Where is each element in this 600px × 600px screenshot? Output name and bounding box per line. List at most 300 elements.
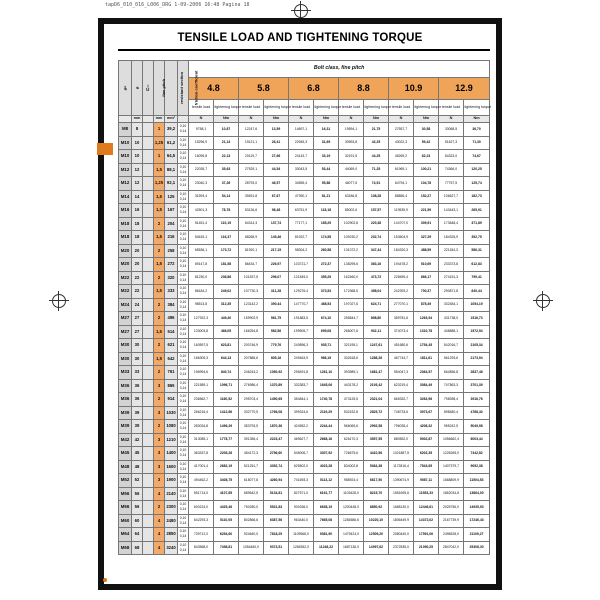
tensile-load-text: 2847042,0 <box>442 545 460 550</box>
tightening-torque-value <box>264 420 289 434</box>
tightening-torque-value <box>214 231 239 245</box>
tightening-torque-text: 11504,53 <box>469 477 484 482</box>
tensile-load-value <box>289 271 314 285</box>
diameter-value: 27 <box>132 325 143 339</box>
friction-value: 0,10 <box>179 178 187 183</box>
tightening-torque-value <box>364 460 389 474</box>
pitch-value: 3 <box>154 460 165 474</box>
pitch-value: 2 <box>154 366 165 380</box>
table-row <box>119 258 490 272</box>
tightening-torque-text: 17246,43 <box>469 518 484 523</box>
spacer-cell <box>143 501 154 515</box>
tensile-load-text: 20119,7 <box>244 153 257 158</box>
tightening-torque-value <box>314 298 339 312</box>
tightening-torque-text: 17591,06 <box>418 531 434 536</box>
tightening-torque-header: tightening torque <box>264 100 289 116</box>
tightening-torque-value <box>464 177 490 191</box>
tensile-load-value <box>189 474 214 488</box>
tightening-torque-text: 1740,78 <box>319 396 333 401</box>
tightening-torque-value <box>464 420 490 434</box>
tensile-load-value <box>239 379 264 393</box>
tightening-torque-text: 5364,38 <box>369 464 383 469</box>
tightening-torque-value <box>264 244 289 258</box>
table-row <box>119 474 490 488</box>
tensile-load-value <box>289 123 314 137</box>
tightening-torque-text: 62,23 <box>421 153 431 158</box>
tightening-torque-text: 25308,30 <box>469 545 484 550</box>
tensile-load-text: 399324,6 <box>293 410 309 415</box>
friction-values <box>178 406 189 420</box>
tightening-torque-value <box>314 150 339 164</box>
tightening-torque-value <box>364 177 389 191</box>
friction-value: 0,10 <box>179 380 187 385</box>
registration-mark-right <box>536 294 550 308</box>
spacer-cell <box>143 258 154 272</box>
tightening-torque-value <box>364 406 389 420</box>
tensile-load-text: 1021887,5 <box>392 450 410 455</box>
grade-header-12-9: 12.9 <box>439 78 490 100</box>
friction-values <box>178 487 189 501</box>
tightening-torque-value <box>264 339 289 353</box>
tightening-torque-text: 3408,75 <box>219 477 233 482</box>
pitch-value: 1,25 <box>154 177 165 191</box>
tightening-torque-value <box>314 487 339 501</box>
tightening-torque-text: 98,48 <box>271 207 281 212</box>
tensile-load-text: 102902,8 <box>343 221 359 226</box>
tensile-load-value <box>439 258 464 272</box>
tightening-torque-value <box>414 393 439 407</box>
spacer-cell <box>143 325 154 339</box>
tensile-load-value <box>189 528 214 542</box>
tensile-load-value <box>439 231 464 245</box>
tightening-torque-text: 2321,04 <box>369 396 383 401</box>
tightening-torque-value <box>314 393 339 407</box>
tightening-torque-text: 27,66 <box>271 153 281 158</box>
tightening-torque-value <box>364 204 389 218</box>
thread-size: M33 <box>119 366 132 380</box>
tightening-torque-value <box>314 541 339 555</box>
pitch-value: 3 <box>154 474 165 488</box>
tensile-load-value <box>289 541 314 555</box>
tensile-load-text: 160597,5 <box>193 342 209 347</box>
table-row <box>119 123 490 137</box>
spacer-cell <box>143 514 154 528</box>
tensile-load-value <box>289 514 314 528</box>
tensile-load-text: 153604,9 <box>393 234 409 239</box>
tensile-load-text: 359781,6 <box>393 315 409 320</box>
table-row <box>119 312 490 326</box>
friction-value: 0,14 <box>179 520 187 525</box>
tightening-torque-text: 932,11 <box>370 329 382 334</box>
tightening-torque-text: 935,71 <box>320 342 332 347</box>
tensile-load-value <box>239 285 264 299</box>
tightening-torque-value <box>414 379 439 393</box>
section-value: 92,1 <box>165 177 178 191</box>
tensile-load-value <box>339 501 364 515</box>
tensile-load-text: 77177,1 <box>294 221 308 226</box>
tensile-load-text: 494462,2 <box>193 477 209 482</box>
tensile-load-value <box>439 541 464 555</box>
tightening-torque-text: 10,87 <box>221 126 231 131</box>
tightening-torque-value <box>364 339 389 353</box>
pitch-value: 1,5 <box>154 285 165 299</box>
tightening-torque-value <box>214 487 239 501</box>
tightening-torque-value <box>414 541 439 555</box>
friction-values <box>178 474 189 488</box>
tensile-load-text: 246243,2 <box>243 369 259 374</box>
tensile-load-value <box>239 501 264 515</box>
table-row <box>119 231 490 245</box>
tightening-torque-text: 81,21 <box>321 194 331 199</box>
tightening-torque-value <box>214 393 239 407</box>
tightening-torque-value <box>364 366 389 380</box>
tensile-load-text: 221589,1 <box>193 383 209 388</box>
tensile-load-value <box>239 514 264 528</box>
tensile-load-text: 54323,0 <box>444 153 458 158</box>
section-value: 125 <box>165 190 178 204</box>
tensile-load-value <box>189 123 214 137</box>
tensile-load-text: 129276,4 <box>293 288 309 293</box>
tensile-load-value <box>339 163 364 177</box>
tightening-torque-text: 355,29 <box>320 275 332 280</box>
tightening-torque-value <box>214 514 239 528</box>
friction-value: 0,14 <box>179 210 187 215</box>
spacer-cell <box>143 163 154 177</box>
tightening-torque-value <box>214 204 239 218</box>
tightening-torque-text: 4208,32 <box>419 423 433 428</box>
tightening-torque-text: 125,74 <box>471 180 482 185</box>
pitch-value: 3 <box>154 379 165 393</box>
tightening-torque-text: 2668,16 <box>319 437 333 442</box>
thread-size: M27 <box>119 325 132 339</box>
tensile-load-text: 521251,7 <box>243 464 259 469</box>
tightening-torque-text: 78,78 <box>221 207 231 212</box>
tightening-torque-text: 232,74 <box>370 234 382 239</box>
tightening-torque-text: 363,16 <box>370 261 382 266</box>
spacer-cell <box>143 406 154 420</box>
tightening-torque-value <box>364 420 389 434</box>
tensile-load-text: 618077,8 <box>243 477 259 482</box>
grade-header-4-8: 4.8 <box>189 78 239 100</box>
friction-value: 0,14 <box>179 453 187 458</box>
friction-value: 0,10 <box>179 340 187 345</box>
tightening-torque-value <box>464 406 490 420</box>
friction-col-header: friction coefficient <box>178 61 189 116</box>
section-value: 384 <box>165 298 178 312</box>
thread-size: M68 <box>119 541 132 555</box>
tensile-load-value <box>389 217 414 231</box>
tensile-load-text: 2372535,0 <box>392 545 410 550</box>
friction-values <box>178 136 189 150</box>
tensile-load-value <box>189 447 214 461</box>
thread-size: M18 <box>119 231 132 245</box>
tensile-load-text: 43022,3 <box>394 140 408 145</box>
tensile-load-value <box>439 217 464 231</box>
tensile-load-value <box>439 204 464 218</box>
tightening-torque-value <box>214 501 239 515</box>
friction-value: 0,14 <box>179 547 187 552</box>
grade-header-5-8: 5.8 <box>239 78 289 100</box>
file-header: tapD6_010_016_L006_DRG 1-09-2006 16:48 Pagina 18 <box>105 2 250 8</box>
tightening-torque-value <box>314 163 339 177</box>
thread-size: M10 <box>119 136 132 150</box>
tensile-load-text: 2496528,0 <box>442 531 460 536</box>
tightening-torque-text: 561,75 <box>270 315 282 320</box>
friction-value: 0,14 <box>179 534 187 539</box>
tightening-torque-value <box>414 190 439 204</box>
tightening-torque-text: 2682,19 <box>219 464 233 469</box>
tightening-torque-value <box>414 339 439 353</box>
tightening-torque-text: 644,13 <box>220 356 232 361</box>
tightening-torque-value <box>264 528 289 542</box>
tensile-load-value <box>239 487 264 501</box>
tightening-torque-value <box>214 150 239 164</box>
tightening-torque-value <box>264 217 289 231</box>
tensile-load-text: 144707,0 <box>393 221 409 226</box>
tightening-torque-value <box>214 190 239 204</box>
tightening-torque-value <box>464 136 490 150</box>
tensile-load-text: 19594,1 <box>344 126 358 131</box>
tensile-load-text: 14697,1 <box>294 126 308 131</box>
tensile-load-value <box>289 393 314 407</box>
tensile-load-text: 28793,0 <box>244 180 258 185</box>
tightening-torque-text: 11553,33 <box>419 491 433 496</box>
tensile-load-value <box>289 177 314 191</box>
tightening-torque-text: 5049,98 <box>470 423 483 428</box>
tensile-load-value <box>389 501 414 515</box>
tightening-torque-value <box>314 217 339 231</box>
tensile-load-value <box>289 163 314 177</box>
tightening-torque-text: 110,19 <box>220 221 232 226</box>
tensile-load-value <box>339 393 364 407</box>
tightening-torque-text: 226,97 <box>270 261 282 266</box>
pitch-value: 4 <box>154 514 165 528</box>
tightening-torque-text: 6638,19 <box>319 504 333 509</box>
tightening-torque-text: 59,42 <box>421 140 431 145</box>
tightening-torque-value <box>314 204 339 218</box>
pitch-value: 1 <box>154 150 165 164</box>
tensile-load-value <box>389 285 414 299</box>
thread-size: M36 <box>119 393 132 407</box>
tensile-load-header: tensile load <box>289 100 314 116</box>
tightening-torque-text: 898,80 <box>370 315 382 320</box>
tightening-torque-value <box>414 244 439 258</box>
tensile-load-text: 45269,2 <box>394 153 408 158</box>
tightening-torque-value <box>414 366 439 380</box>
friction-value: 0,14 <box>179 358 187 363</box>
tensile-load-value <box>339 285 364 299</box>
tightening-torque-value <box>264 379 289 393</box>
diameter-value: 56 <box>132 487 143 501</box>
tensile-load-text: 1200448,0 <box>342 504 360 509</box>
tightening-torque-text: 10220,10 <box>368 518 384 523</box>
tightening-torque-text: 1572,94 <box>470 329 483 334</box>
tensile-load-value <box>389 150 414 164</box>
section-col-header: resistant section <box>165 61 178 116</box>
friction-value: 0,14 <box>179 183 187 188</box>
friction-value: 0,10 <box>179 529 187 534</box>
tensile-load-text: 898480,4 <box>443 410 459 415</box>
tensile-load-text: 184320,3 <box>393 248 409 253</box>
friction-value: 0,10 <box>179 475 187 480</box>
section-value: 1900 <box>165 474 178 488</box>
tightening-torque-value <box>214 217 239 231</box>
section-value: 258 <box>165 244 178 258</box>
friction-value: 0,14 <box>179 169 187 174</box>
tensile-load-text: 276986,4 <box>243 383 259 388</box>
section-value: 1600 <box>165 460 178 474</box>
tightening-torque-value <box>264 312 289 326</box>
tensile-load-value <box>339 379 364 393</box>
bolt-class-header: Bolt class, fine pitch <box>189 61 490 78</box>
tightening-torque-value <box>264 501 289 515</box>
tightening-torque-text: 1247,61 <box>369 342 383 347</box>
tightening-torque-text: 74,67 <box>472 153 481 158</box>
friction-value: 0,14 <box>179 304 187 309</box>
friction-value: 0,14 <box>179 156 187 161</box>
tensile-load-text: 1551695,6 <box>392 491 410 496</box>
section-value: 514 <box>165 325 178 339</box>
tensile-load-value <box>439 150 464 164</box>
tightening-torque-value <box>214 339 239 353</box>
tensile-load-value <box>389 339 414 353</box>
tightening-torque-text: 4425,46 <box>219 504 233 509</box>
pitch-value: 3 <box>154 433 165 447</box>
pitch-value: 4 <box>154 541 165 555</box>
friction-value: 0,10 <box>179 164 187 169</box>
section-value: 39,2 <box>165 123 178 137</box>
tensile-load-value <box>389 177 414 191</box>
tensile-load-text: 86434,7 <box>244 261 258 266</box>
tensile-load-value <box>289 406 314 420</box>
tensile-load-value <box>189 487 214 501</box>
tightening-torque-text: 878,49 <box>420 302 432 307</box>
tensile-load-text: 147770,7 <box>293 302 309 307</box>
tensile-load-value <box>289 244 314 258</box>
tightening-torque-value <box>264 298 289 312</box>
tightening-torque-value <box>364 312 389 326</box>
tightening-torque-text: 3973,67 <box>419 410 433 415</box>
section-value: 88,1 <box>165 163 178 177</box>
tightening-torque-header: tightening torque <box>364 100 389 116</box>
tightening-torque-value <box>314 366 339 380</box>
friction-value: 0,10 <box>179 151 187 156</box>
tensile-load-value <box>239 271 264 285</box>
section-value: 761 <box>165 366 178 380</box>
tensile-load-value <box>239 177 264 191</box>
tightening-torque-text: 108,28 <box>370 194 382 199</box>
diameter-value: 52 <box>132 474 143 488</box>
tensile-load-value <box>289 298 314 312</box>
section-value: 204 <box>165 217 178 231</box>
table-row <box>119 447 490 461</box>
tightening-torque-value <box>364 190 389 204</box>
tightening-torque-value <box>364 231 389 245</box>
tensile-load-value <box>289 379 314 393</box>
tightening-torque-text: 7498,81 <box>219 545 233 550</box>
tensile-load-value <box>439 393 464 407</box>
tensile-load-text: 454172,3 <box>243 450 259 455</box>
tensile-load-value <box>289 231 314 245</box>
tensile-load-value <box>189 271 214 285</box>
tensile-load-value <box>339 312 364 326</box>
tightening-torque-value <box>314 379 339 393</box>
tensile-load-text: 295491,8 <box>293 369 309 374</box>
tensile-load-value <box>389 541 414 555</box>
friction-value: 0,10 <box>179 502 187 507</box>
tensile-load-value <box>389 393 414 407</box>
friction-value: 0,10 <box>179 542 187 547</box>
tightening-torque-text: 120,25 <box>471 167 482 172</box>
diameter-value: 64 <box>132 528 143 542</box>
table-row <box>119 366 490 380</box>
thread-size: M36 <box>119 379 132 393</box>
friction-value: 0,10 <box>179 232 187 237</box>
unit-nm: Nm <box>414 116 439 123</box>
tensile-load-value <box>289 474 314 488</box>
tensile-load-text: 374073,4 <box>393 329 409 334</box>
tightening-torque-text: 805,16 <box>270 356 282 361</box>
tensile-load-value <box>439 474 464 488</box>
tightening-torque-text: 1263,94 <box>419 315 433 320</box>
friction-value: 0,10 <box>179 448 187 453</box>
tightening-torque-text: 12446,61 <box>418 504 434 509</box>
table-row <box>119 217 490 231</box>
tightening-torque-value <box>464 433 490 447</box>
tensile-load-text: 424552,2 <box>293 423 309 428</box>
thread-size: M60 <box>119 514 132 528</box>
section-value: 621 <box>165 339 178 353</box>
tightening-torque-value <box>364 379 389 393</box>
unit-n: N <box>339 116 364 123</box>
tightening-torque-value <box>464 393 490 407</box>
tightening-torque-value <box>314 528 339 542</box>
tensile-load-text: 103721,7 <box>293 261 309 266</box>
tightening-torque-value <box>414 258 439 272</box>
section-value: 333 <box>165 285 178 299</box>
tensile-load-value <box>289 339 314 353</box>
tensile-load-value <box>439 312 464 326</box>
table-row <box>119 339 490 353</box>
tightening-torque-value <box>464 528 490 542</box>
tightening-torque-text: 2193,42 <box>369 383 383 388</box>
tightening-torque-value <box>464 163 490 177</box>
diameter-value: 12 <box>132 177 143 191</box>
pitch-value: 2 <box>154 298 165 312</box>
tensile-load-header: tensile load <box>189 100 214 116</box>
thread-size: M18 <box>119 217 132 231</box>
tightening-torque-text: 8850,92 <box>369 504 383 509</box>
tightening-torque-value <box>464 474 490 488</box>
section-value: 1210 <box>165 433 178 447</box>
spacer-cell <box>143 123 154 137</box>
tensile-load-value <box>339 352 364 366</box>
tightening-torque-value <box>214 447 239 461</box>
tensile-load-text: 473125,5 <box>343 396 359 401</box>
tensile-load-text: 63751,9 <box>294 207 308 212</box>
tensile-load-text: 23040,3 <box>194 180 208 185</box>
spacer-cell <box>143 244 154 258</box>
tensile-load-text: 1284586,6 <box>342 518 360 523</box>
unit-n: N <box>439 116 464 123</box>
tensile-load-text: 827571,0 <box>293 491 309 496</box>
tensile-load-value <box>289 190 314 204</box>
diameter-icon: ⌀ <box>134 86 140 90</box>
tensile-load-value <box>239 447 264 461</box>
tightening-torque-text: 9587,11 <box>419 477 433 482</box>
tightening-torque-text: 468,53 <box>320 302 332 307</box>
tightening-torque-value <box>464 231 490 245</box>
